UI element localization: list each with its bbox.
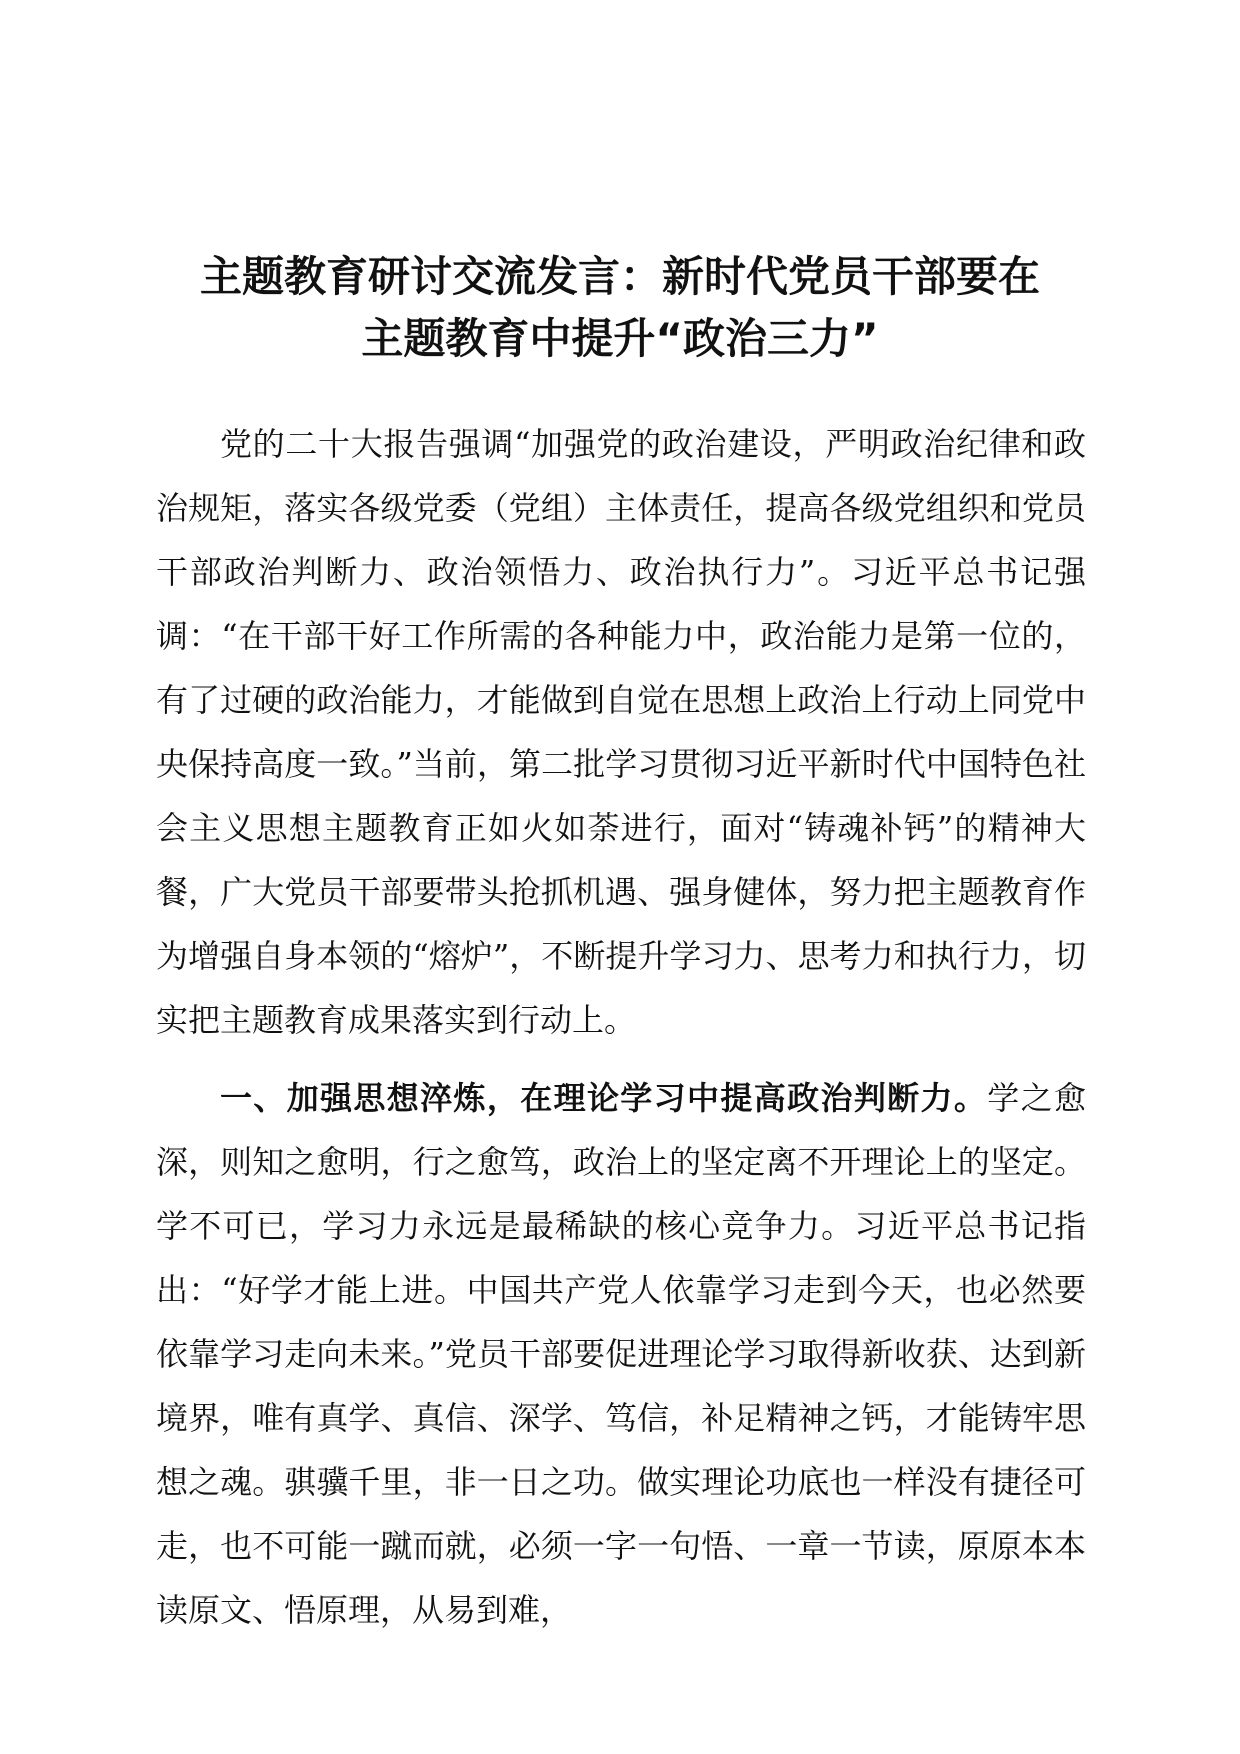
- document-title: [140, 246, 1100, 370]
- intro-paragraph: [156, 412, 1086, 1052]
- title-line-1: 主题教育研讨交流发言：新时代党员干部要在: [199, 252, 1040, 301]
- title-line-2: 主题教育中提升“政治三力”: [361, 314, 879, 363]
- section-one-heading: 一、加强思想淬炼，在理论学习中提高政治判断力。: [220, 1079, 988, 1117]
- document-body: [156, 412, 1086, 1656]
- section-one-text: 学之愈深，则知之愈明，行之愈笃，政治上的坚定离不开理论上的坚定。学不可已，学习力永远是最稀缺的核心竞争力。习近平总书记指出：“好学才能上进。中国共产党人依靠学习走到今天，也必然要依靠学习走向未来。”党员干部要促进理论学习取得新收获、达到新境界，唯有真学、真信、深学、笃信，补足精神之钙，才能铸牢思想之魂。骐骥千里，非一日之功。做实理论功底也一样没有捷径可走，也不可能一蹴而就，必须一字一句悟、一章一节读，原原本本读原文、悟原理，从易到难，: [156, 1079, 1086, 1629]
- intro-paragraph-text: 党的二十大报告强调“加强党的政治建设，严明政治纪律和政治规矩，落实各级党委（党组）主体责任，提高各级党组织和党员干部政治判断力、政治领悟力、政治执行力”。习近平总书记强调：“在干部干好工作所需的各种能力中，政治能力是第一位的，有了过硬的政治能力，才能做到自觉在思想上政治上行动上同党中央保持高度一致。”当前，第二批学习贯彻习近平新时代中国特色社会主义思想主题教育正如火如荼进行，面对“铸魂补钙”的精神大餐，广大党员干部要带头抢抓机遇、强身健体，努力把主题教育作为增强自身本领的“熔炉”，不断提升学习力、思考力和执行力，切实把主题教育成果落实到行动上。: [156, 425, 1086, 1039]
- section-one-paragraph: [156, 1066, 1086, 1642]
